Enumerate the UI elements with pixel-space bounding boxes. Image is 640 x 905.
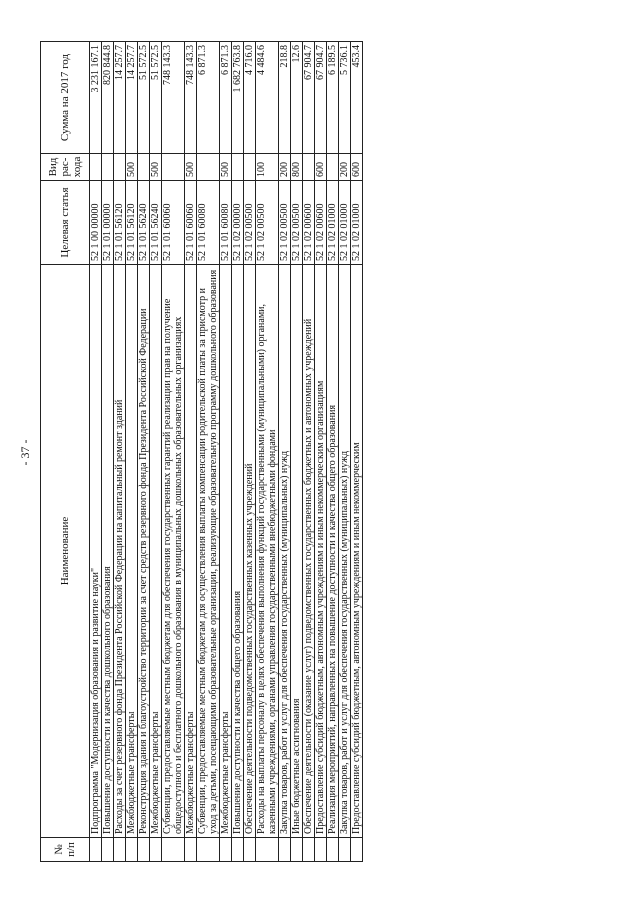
cell-name: Предоставление субсидий бюджетным, автономным учреждениям и иным некоммерческим организациям [315,265,327,838]
cell-num [327,838,339,862]
cell-type: 200 [339,154,351,181]
header-name: Наименование [41,265,90,838]
cell-num [279,838,291,862]
cell-code: 52 1 02 01000 [351,181,363,265]
cell-num [339,838,351,862]
cell-num [315,838,327,862]
cell-type [197,154,220,181]
cell-name: Обеспечение деятельности подведомственных государственных казенных учреждений [244,265,256,838]
cell-name: Повышение доступности и качества дошкольного образования [102,265,114,838]
cell-code: 52 1 02 00500 [279,181,291,265]
cell-num [185,838,197,862]
cell-code: 52 1 02 01000 [327,181,339,265]
header-sum: Сумма на 2017 год [41,42,90,154]
cell-sum: 12.6 [291,42,303,154]
cell-num [351,838,363,862]
cell-name: Реализация мероприятий, направленных на повышение доступности и качества общего образования [327,265,339,838]
cell-name: Субвенции, предоставляемые местным бюджетам для осуществления выплаты компенсации родительской платы за присмотр и уход за детьми, посещающими образовательные организации, реализующие образовательную программу дошкольного образования [197,265,220,838]
cell-name: Расходы за счет резервного фонда Президента Российской Федерации на капитальный ремонт зданий [114,265,126,838]
cell-code: 52 1 02 00500 [244,181,256,265]
cell-num [150,838,162,862]
table-row [351,42,363,862]
cell-type [244,154,256,181]
cell-sum: 748 143.3 [162,42,185,154]
cell-type [138,154,150,181]
cell-type: 500 [126,154,138,181]
cell-num [256,838,279,862]
cell-sum: 51 572.5 [138,42,150,154]
cell-type: 200 [279,154,291,181]
cell-code: 52 1 02 00000 [232,181,244,265]
table-body [90,42,363,862]
table-row [220,42,232,862]
cell-name: Субвенции, предоставляемые местным бюджетам для обеспечения государственных гарантий реализации прав на получение общедоступного и бесплатного дошкольного образования в муниципальных дошкольных образовательных организациях [162,265,185,838]
cell-code: 52 1 01 56120 [126,181,138,265]
cell-code: 52 1 01 56240 [150,181,162,265]
table-row [150,42,162,862]
cell-name: Реконструкция здания и благоустройство территории за счет средств резервного фонда Президента Российской Федерации [138,265,150,838]
cell-code: 52 1 02 00500 [256,181,279,265]
cell-sum: 820 844.8 [102,42,114,154]
cell-type [232,154,244,181]
table-row [291,42,303,862]
table-row [315,42,327,862]
budget-table [40,41,363,862]
cell-num [138,838,150,862]
cell-name: Межбюджетные трансферты [185,265,197,838]
table-row [256,42,279,862]
cell-type: 500 [220,154,232,181]
cell-code: 52 1 01 60080 [197,181,220,265]
table-row [90,42,102,862]
table-row [185,42,197,862]
cell-type: 500 [185,154,197,181]
table-row [138,42,150,862]
cell-code: 52 1 02 00600 [303,181,315,265]
cell-name: Межбюджетные трансферты [126,265,138,838]
cell-sum: 4 716.0 [244,42,256,154]
cell-name: Повышение доступности и качества общего образования [232,265,244,838]
cell-code: 52 1 01 60080 [220,181,232,265]
cell-sum: 6 189.5 [327,42,339,154]
cell-type: 800 [291,154,303,181]
cell-num [102,838,114,862]
cell-num [244,838,256,862]
table-row [102,42,114,862]
cell-name: Закупка товаров, работ и услуг для обеспечения государственных (муниципальных) нужд [339,265,351,838]
cell-type [303,154,315,181]
table-row [339,42,351,862]
table-row [114,42,126,862]
cell-num [291,838,303,862]
cell-sum: 453.4 [351,42,363,154]
table-row [244,42,256,862]
cell-type [90,154,102,181]
cell-type [114,154,126,181]
cell-sum: 748 143.3 [185,42,197,154]
cell-num [114,838,126,862]
cell-sum: 51 572.5 [150,42,162,154]
cell-num [220,838,232,862]
cell-type [162,154,185,181]
table-header-row [41,42,90,862]
cell-sum: 3 231 167.1 [90,42,102,154]
cell-num [126,838,138,862]
table-row [327,42,339,862]
cell-name: Обеспечение деятельности (оказание услуг) подведомственных государственных бюджетных и автономных учреждений [303,265,315,838]
header-code: Целевая статья [41,181,90,265]
header-num: № п/п [41,838,90,862]
cell-name: Подпрограмма "Модернизация образования и развитие науки" [90,265,102,838]
cell-code: 52 1 01 60060 [185,181,197,265]
cell-name: Межбюджетные трансферты [220,265,232,838]
cell-sum: 4 484.6 [256,42,279,154]
cell-sum: 5 736.1 [339,42,351,154]
cell-type [327,154,339,181]
cell-sum: 6 871.3 [197,42,220,154]
cell-name: Иные бюджетные ассигнования [291,265,303,838]
page-number: - 37 - [18,439,32,466]
cell-code: 52 1 01 56240 [138,181,150,265]
cell-name: Межбюджетные трансферты [150,265,162,838]
cell-num [303,838,315,862]
cell-sum: 218.8 [279,42,291,154]
cell-num [162,838,185,862]
cell-type: 600 [351,154,363,181]
cell-sum: 14 257.7 [126,42,138,154]
table-row [197,42,220,862]
cell-name: Предоставление субсидий бюджетным, автономным учреждениям и иным некоммерческим [351,265,363,838]
cell-sum: 1 682 763.8 [232,42,244,154]
cell-code: 52 1 01 60060 [162,181,185,265]
table-row [232,42,244,862]
cell-num [232,838,244,862]
table-row [126,42,138,862]
cell-sum: 14 257.7 [114,42,126,154]
cell-sum: 6 871.3 [220,42,232,154]
cell-code: 52 1 01 56120 [114,181,126,265]
cell-code: 52 1 00 00000 [90,181,102,265]
cell-code: 52 1 02 00600 [315,181,327,265]
cell-name: Расходы на выплаты персоналу в целях обеспечения выполнения функций государственными (муниципальными) органами, казенными учреждениями, органами управления государственными внебюджетными фондами [256,265,279,838]
cell-code: 52 1 02 00500 [291,181,303,265]
cell-sum: 67 904.7 [315,42,327,154]
cell-type: 100 [256,154,279,181]
cell-num [90,838,102,862]
cell-type [102,154,114,181]
cell-sum: 67 904.7 [303,42,315,154]
cell-type: 600 [315,154,327,181]
table-row [303,42,315,862]
cell-code: 52 1 01 00000 [102,181,114,265]
cell-type: 500 [150,154,162,181]
cell-name: Закупка товаров, работ и услуг для обеспечения государственных (муниципальных) нужд [279,265,291,838]
cell-code: 52 1 02 01000 [339,181,351,265]
table-row [162,42,185,862]
cell-num [197,838,220,862]
header-type: Вид рас-хода [41,154,90,181]
table-row [279,42,291,862]
